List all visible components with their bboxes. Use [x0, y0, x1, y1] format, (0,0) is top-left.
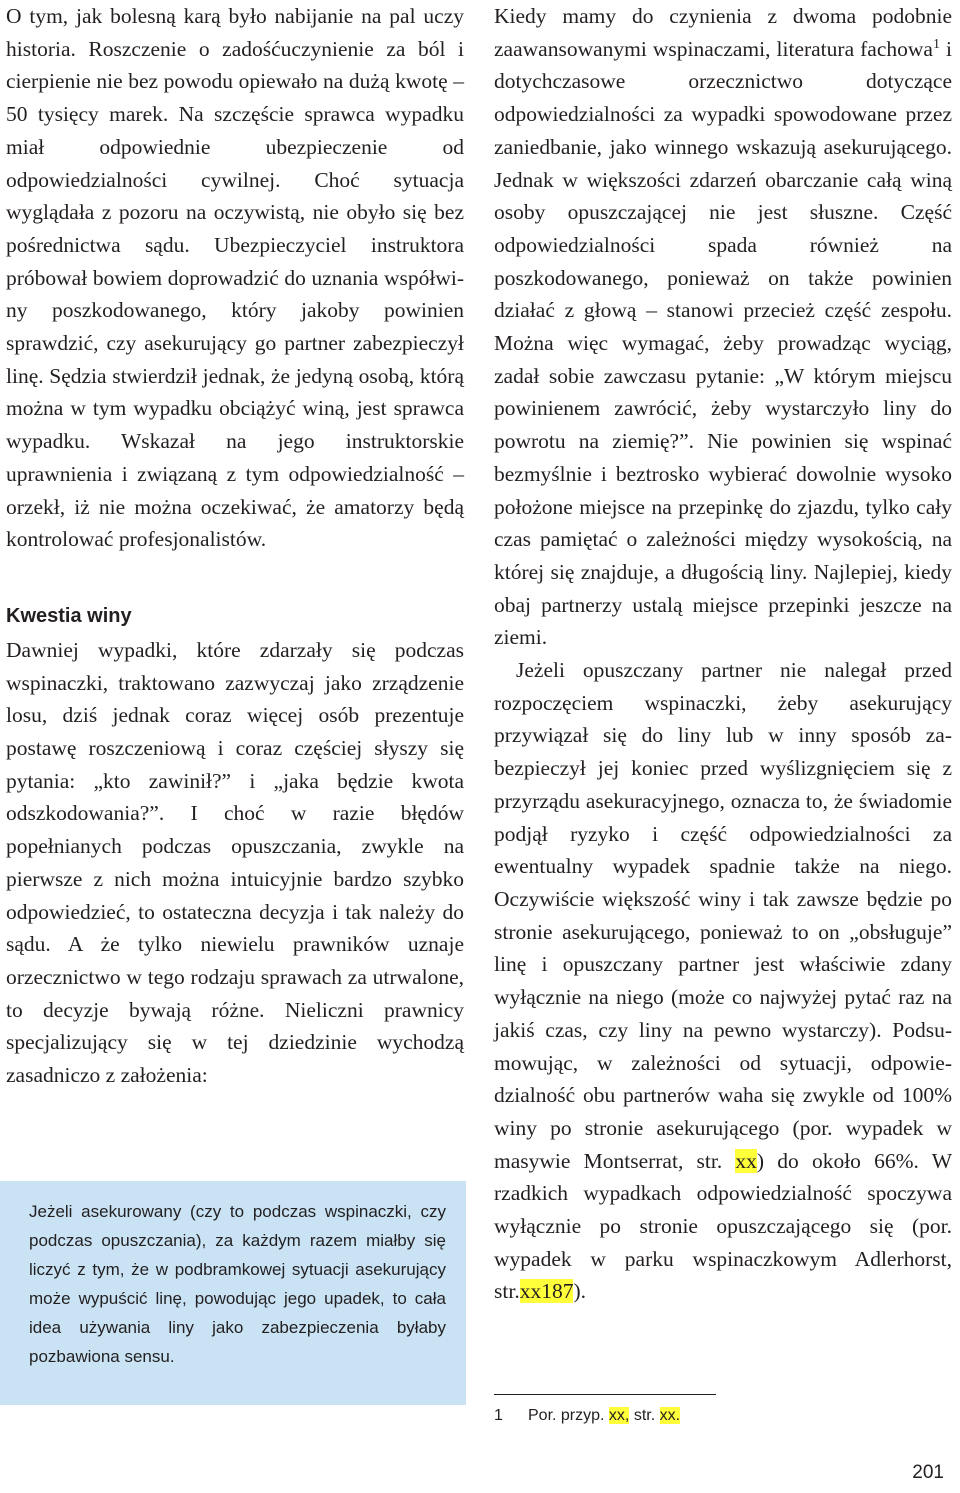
section-heading: Kwestia winy — [6, 604, 132, 627]
right-column — [494, 0, 952, 1308]
footnote-marker: 1 — [932, 36, 940, 52]
quote-box — [0, 1181, 466, 1405]
page-number: 201 — [912, 1462, 944, 1483]
footnote — [494, 1405, 680, 1427]
highlighted-placeholder: xx. — [659, 1407, 681, 1424]
body-paragraph — [494, 654, 952, 1308]
body-paragraph — [494, 0, 952, 654]
body-paragraph: Dawniej wypadki, które zdarzały się podczas wspinaczki, traktowano zazwyczaj jako zrządzenie losu, dziś jednak coraz więcej osób prezentuje postawę roszczeniową i coraz częściej słyszy się pytania: „kto zawinił?” i „jaka będzie kwota odszkodowania?”. I choć w razie błędów popełnianych podczas opuszczania, zwykle na pierwsze z nich można intuicyjnie bardzo szybko odpowiedzieć, to ostateczna decyzja i tak należy do sądu. A że tylko niewielu prawników uznaje orzecznictwo w tego rodzaju sprawach za utrwalone, to decyzje bywają różne. Nieliczni prawnicy specjalizujący się w tej dziedzinie wychodzą zasadniczo z założenia: — [6, 637, 464, 1088]
footnote-divider — [494, 1394, 716, 1395]
footnote-text: Por. przyp. — [528, 1407, 609, 1424]
paragraph-text: ). — [573, 1279, 586, 1304]
paragraph-text: Jeżeli opuszczany partner nie nalegał przed rozpoczęciem wspinaczki, żeby asekurujący przywiązał się do liny lub w inny sposób zabezpieczył jej koniec przed wyślizgnięciem się z przyrządu asekuracyjnego, oznacza to, że świadomie podjął ryzyko i część odpowiedzialności za ewentualny wypadek spadnie także na niego. Oczywiście większość winy i tak zawsze będzie po stronie asekurującego, ponieważ to on „obsługuje” linę i opuszczany partner jest właściwie zdany wyłącznie na niego (może co najwyżej pytać raz na jakiś czas, czy liny na pewno wystarczy). Podsumowując, w zależności od sytuacji, odpowiedzialność obu partnerów waha się zwykle od 100% winy po stronie asekurującego (por. wypadek w masywie Montserrat, str. — [494, 658, 952, 1173]
left-column — [6, 0, 464, 1092]
highlighted-placeholder: xx — [735, 1148, 757, 1173]
quote-text: Jeżeli asekurowany (czy to podczas wspinaczki, czy podczas opuszczania), za każdym razem miałby się liczyć z tym, że w podbramkowej sytuacji asekurujący może wypuścić linę, powodując jego upadek, to cała idea używania liny jako zabezpieczenia byłaby pozbawiona sensu. — [29, 1202, 446, 1366]
footnote-text: str. — [629, 1407, 660, 1424]
footnote-number: 1 — [494, 1407, 503, 1424]
highlighted-placeholder: xx, — [608, 1407, 630, 1424]
paragraph-text: Kiedy mamy do czynienia z dwoma podobnie zaawansowanymi wspinaczami, literatura fachowa — [494, 4, 952, 61]
body-paragraph: O tym, jak bolesną karą było nabijanie na pal uczy historia. Roszczenie o zadośćuczynienie za ból i cierpienie nie bez powodu opiewało na dużą kwotę – 50 tysięcy marek. Na szczęście sprawca wypadku miał odpowiednie ubezpieczenie od odpowiedzialności cywilnej. Choć sytuacja wyglądała z pozoru na oczywistą, nie obyło się bez pośrednictwa sądu. Ubezpieczyciel instruktora próbował bowiem doprowadzić do uznania współwiny poszkodowanego, który jakoby powinien sprawdzić, czy asekurujący go partner zabezpieczył linę. Sędzia stwierdził jednak, że jedyną osobą, którą można w tym wypadku obciążyć winą, jest sprawca wypadku. Wskazał na jego instruktorskie uprawnienia i związaną z tym odpowiedzialność – orzekł, iż nie można oczekiwać, że amatorzy będą kontrolować profesjonalistów. — [6, 4, 464, 552]
paragraph-text: i dotychczasowe orzecznictwo dotyczące odpowiedzialności za wypadki spowodowane przez zaniedbanie, jako winnego wskazują asekurującego. Jednak w większości zdarzeń obarczanie całą winą osoby opuszczającej nie jest słuszne. Część odpowiedzialności spada również na poszkodowanego, ponieważ on także powinien działać z głową – stanowi przecież część zespołu. Można więc wymagać, żeby prowadząc wyciąg, zadał sobie zawczasu pytanie: „W którym miejscu powinienem zawrócić, żeby wystarczyło liny do powrotu na ziemię?”. Nie powinien się wspinać bezmyślnie i beztrosko wybierać dowolnie wysoko położone miejsce na przepinkę do zjazdu, tylko cały czas pamiętać o zależności między wysokością, na której się znajduje, a długością liny. Najlepiej, kiedy obaj partnerzy ustalą miejsce przepinki jeszcze na ziemi. — [494, 36, 952, 650]
paragraph-text: ) do około 66%. W rzadkich wypadkach odpowiedzialność spoczywa wyłącznie po stronie opuszczającego się (por. wypadek w parku wspinaczkowym Adlerhorst, str. — [494, 1148, 952, 1304]
highlighted-placeholder: xx187 — [519, 1279, 574, 1304]
